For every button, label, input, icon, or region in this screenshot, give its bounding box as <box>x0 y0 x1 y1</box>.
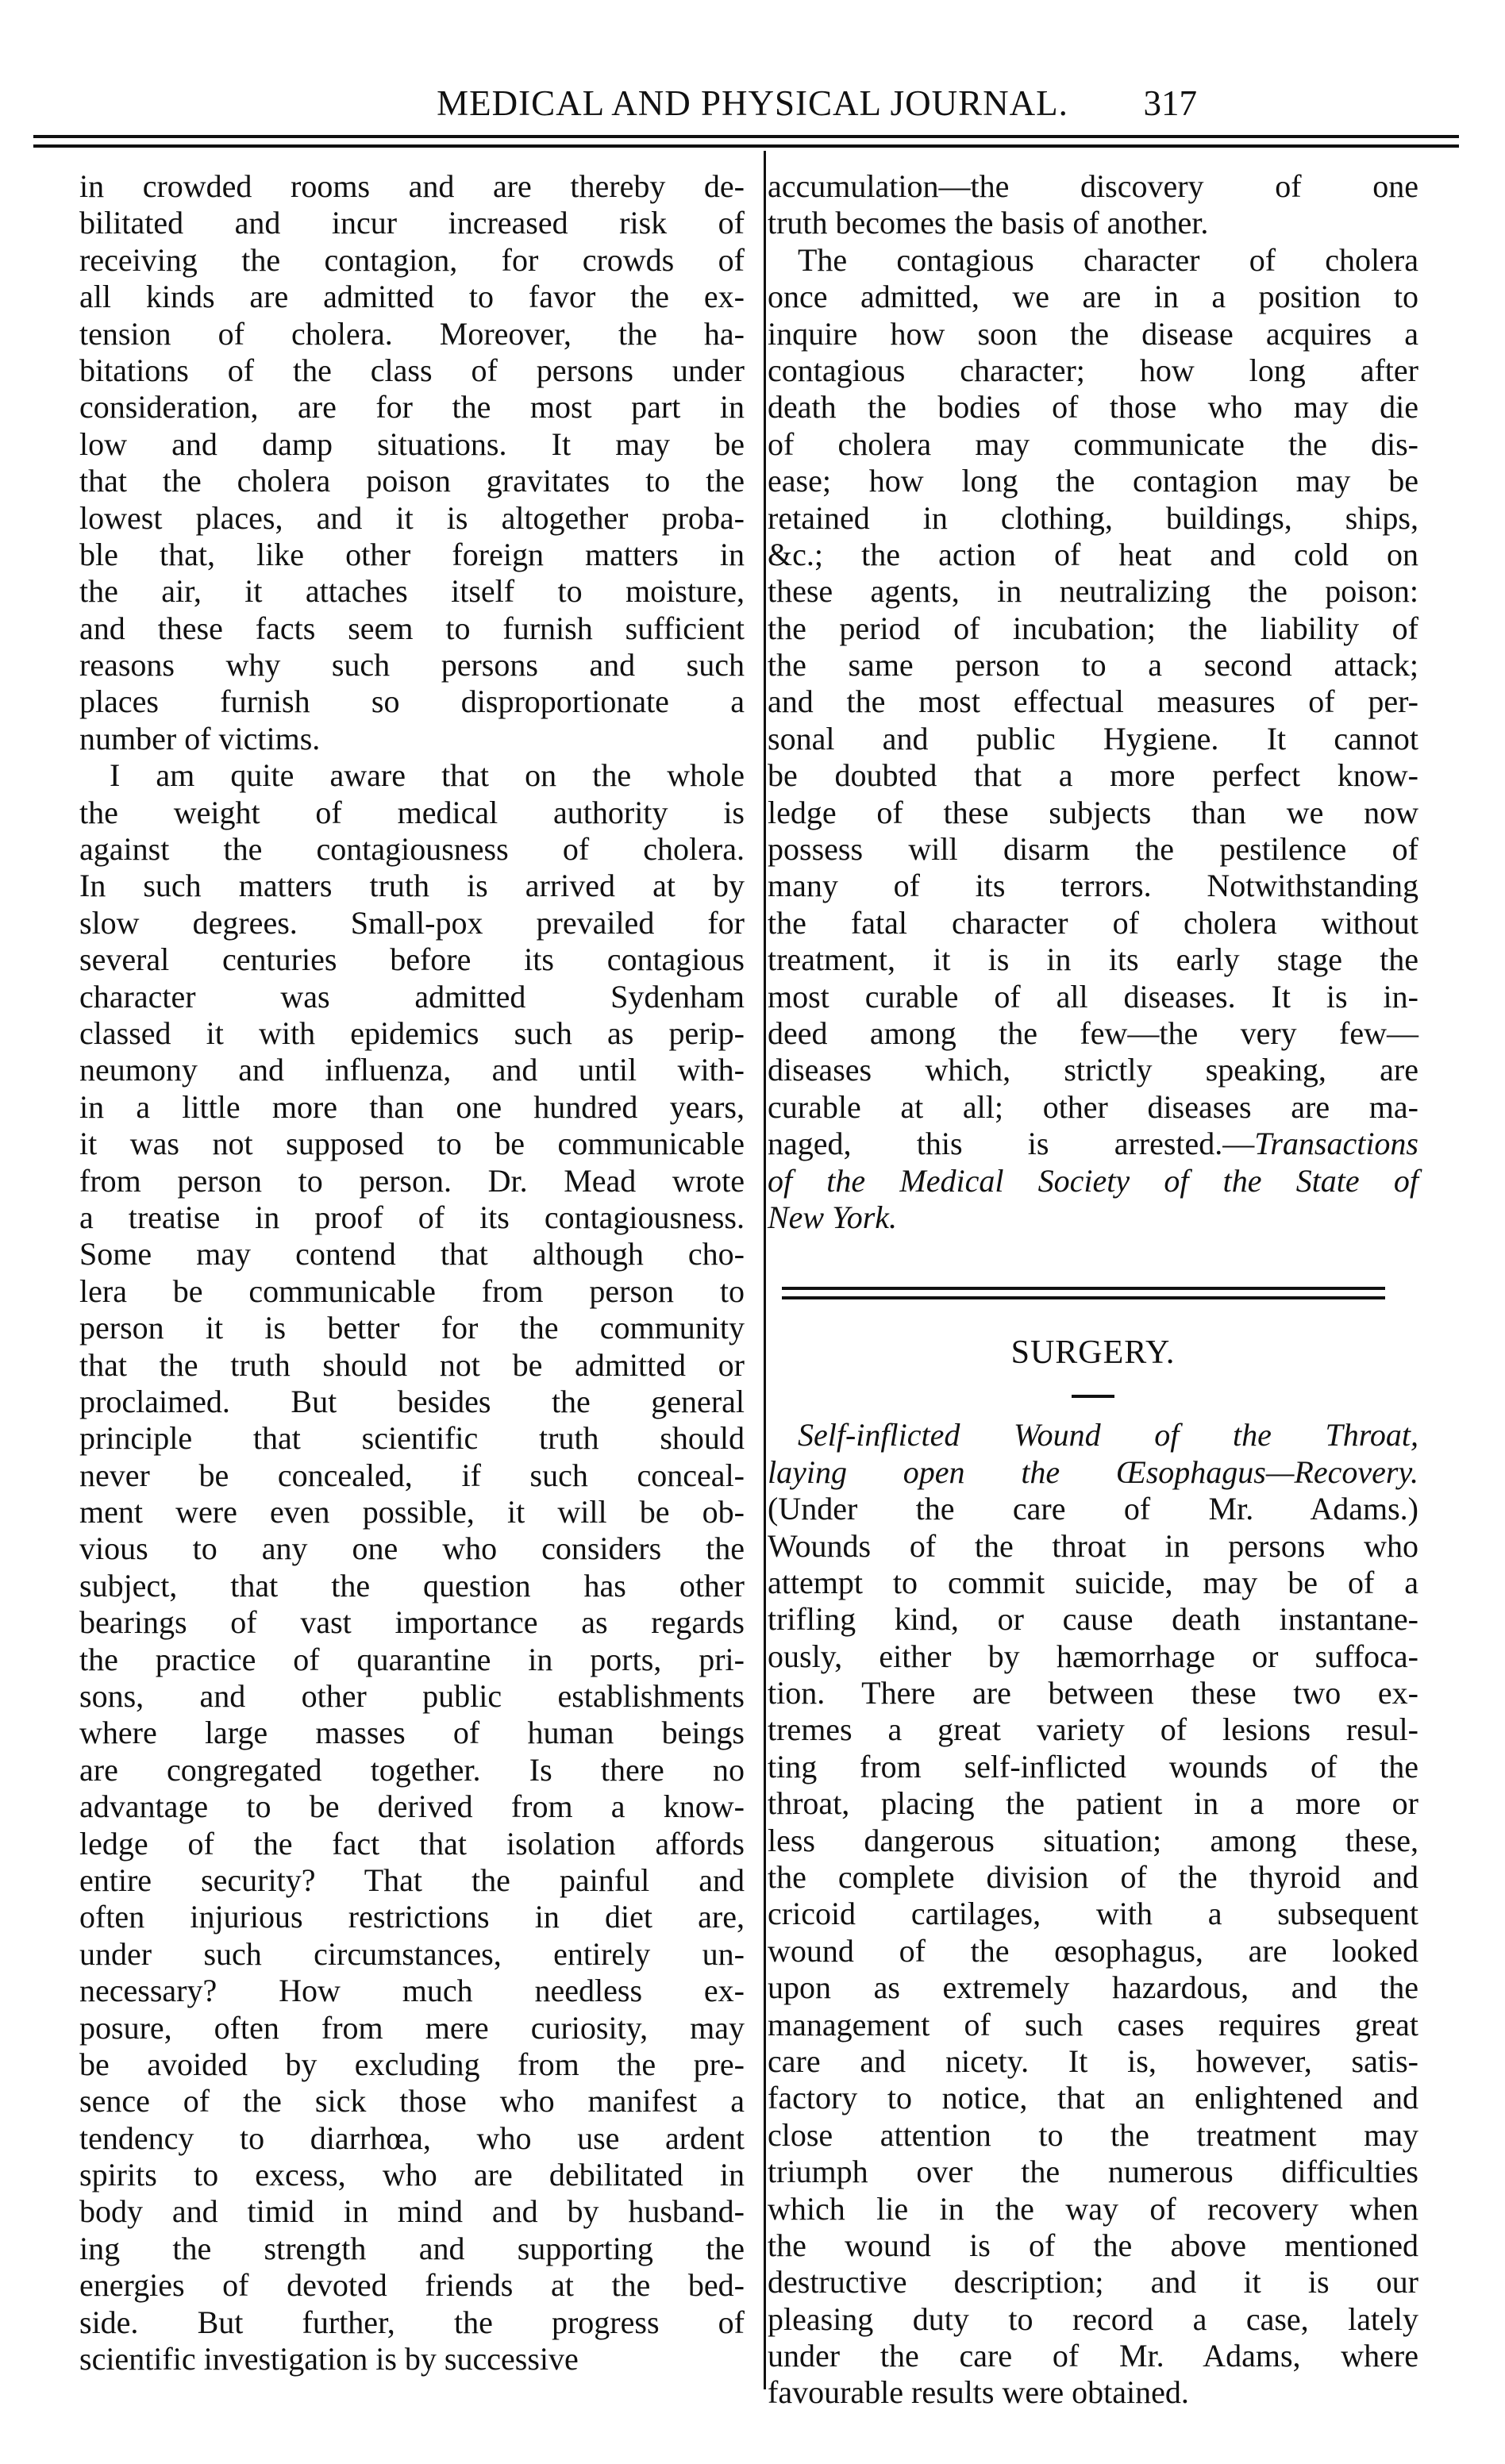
text-line: the same person to a second attack; <box>768 647 1418 683</box>
text-line: be doubted that a more perfect know- <box>768 757 1418 794</box>
page-header <box>0 75 1505 131</box>
text-line: favourable results were obtained. <box>768 2374 1189 2411</box>
text-line: tion. There are between these two ex- <box>768 1675 1418 1711</box>
text-line: which lie in the way of recovery when <box>768 2190 1418 2227</box>
text-line: possess will disarm the pestilence of <box>768 831 1418 868</box>
text-line: the practice of quarantine in ports, pri- <box>79 1641 745 1677</box>
text-line: these agents, in neutralizing the poison: <box>768 573 1418 610</box>
text-line: most curable of all diseases. It is in- <box>768 978 1418 1014</box>
article-title: Self-inflicted Wound of the Throat, <box>798 1417 1418 1453</box>
text-line: cricoid cartilages, with a subsequent <box>768 1896 1418 1932</box>
text-line: the complete division of the thyroid and <box>768 1859 1418 1896</box>
column-divider <box>764 151 766 2389</box>
text-line: destructive description; and it is our <box>768 2264 1418 2300</box>
text-line: that the truth should not be admitted or <box>79 1346 745 1383</box>
running-title: MEDICAL AND PHYSICAL JOURNAL. <box>437 83 1068 123</box>
text-line: ledge of these subjects than we now <box>768 794 1418 830</box>
text-line: never be concealed, if such conceal- <box>79 1457 745 1493</box>
text-line: scientific investigation is by successive <box>79 2341 579 2377</box>
text-line: management of such cases requires great <box>768 2006 1418 2042</box>
text-line: ting from self-inflicted wounds of the <box>768 1748 1418 1784</box>
citation-line: of the Medical Society of the State of <box>768 1162 1418 1199</box>
text-line: wound of the œsophagus, are looked <box>768 1932 1418 1969</box>
text-line: spirits to excess, who are debilitated in <box>79 2157 745 2193</box>
text-line: person it is better for the community <box>79 1310 745 1346</box>
citation-source: Transactions <box>1254 1126 1418 1162</box>
text-line: that the cholera poison gravitates to the <box>79 463 745 499</box>
text-line: bearings of vast importance as regards <box>79 1604 745 1641</box>
text-line: in crowded rooms and are thereby de- <box>79 168 745 204</box>
text-line: Wounds of the throat in persons who <box>768 1527 1418 1564</box>
text-line: death the bodies of those who may die <box>768 389 1418 425</box>
text-line: once admitted, we are in a position to <box>768 279 1418 315</box>
text-line: accumulation—the discovery of one <box>768 168 1418 204</box>
text-line: often injurious restrictions in diet are, <box>79 1899 745 1935</box>
page-number: 317 <box>1143 83 1197 123</box>
text-line: deed among the few—the very few— <box>768 1014 1418 1051</box>
text-line: close attention to the treatment may <box>768 2116 1418 2153</box>
text-line: a treatise in proof of its contagiousness. <box>79 1199 745 1235</box>
text-line: against the contagiousness of cholera. <box>79 831 745 868</box>
text-line: Some may contend that although cho- <box>79 1236 745 1272</box>
text-line: posure, often from mere curiosity, may <box>79 2009 745 2046</box>
right-column-body <box>768 168 1418 1126</box>
text-line: In such matters truth is arrived at by <box>79 868 745 904</box>
text-line: ease; how long the contagion may be <box>768 463 1418 499</box>
text-line: lowest places, and it is altogether proba- <box>79 499 745 536</box>
text-line: under such circumstances, entirely un- <box>79 1935 745 1972</box>
text-line: diseases which, strictly speaking, are <box>768 1052 1418 1088</box>
header-rule-bottom <box>33 144 1459 148</box>
article-body <box>768 1491 1418 2412</box>
text-line: are congregated together. Is there no <box>79 1751 745 1788</box>
article-title: laying open the Œsophagus—Recovery. <box>768 1453 1418 1490</box>
text-line: subject, that the question has other <box>79 1567 745 1604</box>
text-line: entire security? That the painful and <box>79 1861 745 1898</box>
text-line: tension of cholera. Moreover, the ha- <box>79 315 745 352</box>
heading-short-rule <box>1072 1395 1114 1398</box>
text-line: body and timid in mind and by husband- <box>79 2193 745 2230</box>
text-line: sonal and public Hygiene. It cannot <box>768 720 1418 757</box>
text-line: character was admitted Sydenham <box>79 978 745 1014</box>
text-line: triumph over the numerous difficulties <box>768 2154 1418 2190</box>
text-line: of cholera may communicate the dis- <box>768 425 1418 462</box>
section-heading-surgery: SURGERY. <box>1010 1334 1176 1372</box>
text-line: I am quite aware that on the whole <box>110 757 745 794</box>
text-line: consideration, are for the most part in <box>79 389 745 425</box>
text-line: it was not supposed to be communicable <box>79 1126 745 1162</box>
text-line: vious to any one who considers the <box>79 1530 745 1567</box>
text-line: &c.; the action of heat and cold on <box>768 536 1418 572</box>
text-line: low and damp situations. It may be <box>79 425 745 462</box>
text-line: advantage to be derived from a know- <box>79 1788 745 1825</box>
text-line: energies of devoted friends at the bed- <box>79 2267 745 2304</box>
text-line: all kinds are admitted to favor the ex- <box>79 279 745 315</box>
left-column <box>79 168 745 2377</box>
text-line: inquire how soon the disease acquires a <box>768 315 1418 352</box>
text-line: in a little more than one hundred years, <box>79 1088 745 1125</box>
header-rule-top <box>33 135 1459 138</box>
text-line: ing the strength and supporting the <box>79 2230 745 2266</box>
text-line: the fatal character of cholera without <box>768 904 1418 941</box>
text-line: the weight of medical authority is <box>79 794 745 830</box>
text-line: receiving the contagion, for crowds of <box>79 241 745 278</box>
text-line: bitations of the class of persons under <box>79 352 745 388</box>
text-line: classed it with epidemics such as perip- <box>79 1014 745 1051</box>
right-column <box>768 168 1418 2412</box>
text-line: side. But further, the progress of <box>79 2304 745 2340</box>
text-line: ment were even possible, it will be ob- <box>79 1494 745 1530</box>
text-line: ously, either by hæmorrhage or suffoca- <box>768 1638 1418 1674</box>
text-line: attempt to commit suicide, may be of a <box>768 1564 1418 1600</box>
text-line: curable at all; other diseases are ma- <box>768 1088 1418 1125</box>
text-line: places furnish so disproportionate a <box>79 683 745 720</box>
text-line: trifling kind, or cause death instantane- <box>768 1601 1418 1638</box>
text-line: retained in clothing, buildings, ships, <box>768 499 1418 536</box>
text-line: (Under the care of Mr. Adams.) <box>768 1491 1418 1527</box>
text-line: the period of incubation; the liability of <box>768 610 1418 646</box>
text-line: the air, it attaches itself to moisture, <box>79 573 745 610</box>
text-line: under the care of Mr. Adams, where <box>768 2338 1418 2374</box>
text-line: and the most effectual measures of per- <box>768 683 1418 720</box>
text-line: lera be communicable from person to <box>79 1272 745 1309</box>
text-line: the wound is of the above mentioned <box>768 2227 1418 2263</box>
text-line: principle that scientific truth should <box>79 1420 745 1457</box>
text-line: slow degrees. Small-pox prevailed for <box>79 904 745 941</box>
text-line: and these facts seem to furnish sufficient <box>79 610 745 646</box>
text-line: be avoided by excluding from the pre- <box>79 2046 745 2082</box>
text-line: bilitated and incur increased risk of <box>79 205 745 241</box>
text-line: tremes a great variety of lesions resul- <box>768 1711 1418 1748</box>
text-line: sons, and other public establishments <box>79 1678 745 1715</box>
section-rule-bottom <box>782 1296 1385 1299</box>
text-line: treatment, it is in its early stage the <box>768 941 1418 978</box>
text-line: where large masses of human beings <box>79 1715 745 1751</box>
text-line: ble that, like other foreign matters in <box>79 536 745 572</box>
text-line: less dangerous situation; among these, <box>768 1822 1418 1858</box>
text-line: many of its terrors. Notwithstanding <box>768 868 1418 904</box>
text-line: truth becomes the basis of another. <box>768 205 1209 241</box>
text-line: reasons why such persons and such <box>79 647 745 683</box>
text-line: ledge of the fact that isolation affords <box>79 1825 745 1861</box>
text-line: neumony and influenza, and until with- <box>79 1052 745 1088</box>
text-line: The contagious character of cholera <box>798 241 1418 278</box>
text-line: sence of the sick those who manifest a <box>79 2083 745 2119</box>
text-line: contagious character; how long after <box>768 352 1418 388</box>
text-line: proclaimed. But besides the general <box>79 1383 745 1419</box>
text-line: tendency to diarrhœa, who use ardent <box>79 2119 745 2156</box>
text-line: pleasing duty to record a case, lately <box>768 2300 1418 2337</box>
citation-line: New York. <box>768 1199 898 1235</box>
text-line: necessary? How much needless ex- <box>79 1973 745 2009</box>
text-line: factory to notice, that an enlightened and <box>768 2080 1418 2116</box>
text-line: care and nicety. It is, however, satis- <box>768 2042 1418 2079</box>
text-line: several centuries before its contagious <box>79 941 745 978</box>
citation-line: naged, this is arrested.—Transactions <box>768 1126 1418 1162</box>
text-line: throat, placing the patient in a more or <box>768 1785 1418 1822</box>
text-line: from person to person. Dr. Mead wrote <box>79 1162 745 1199</box>
text-line: number of victims. <box>79 720 321 757</box>
text-line: upon as extremely hazardous, and the <box>768 1969 1418 2006</box>
